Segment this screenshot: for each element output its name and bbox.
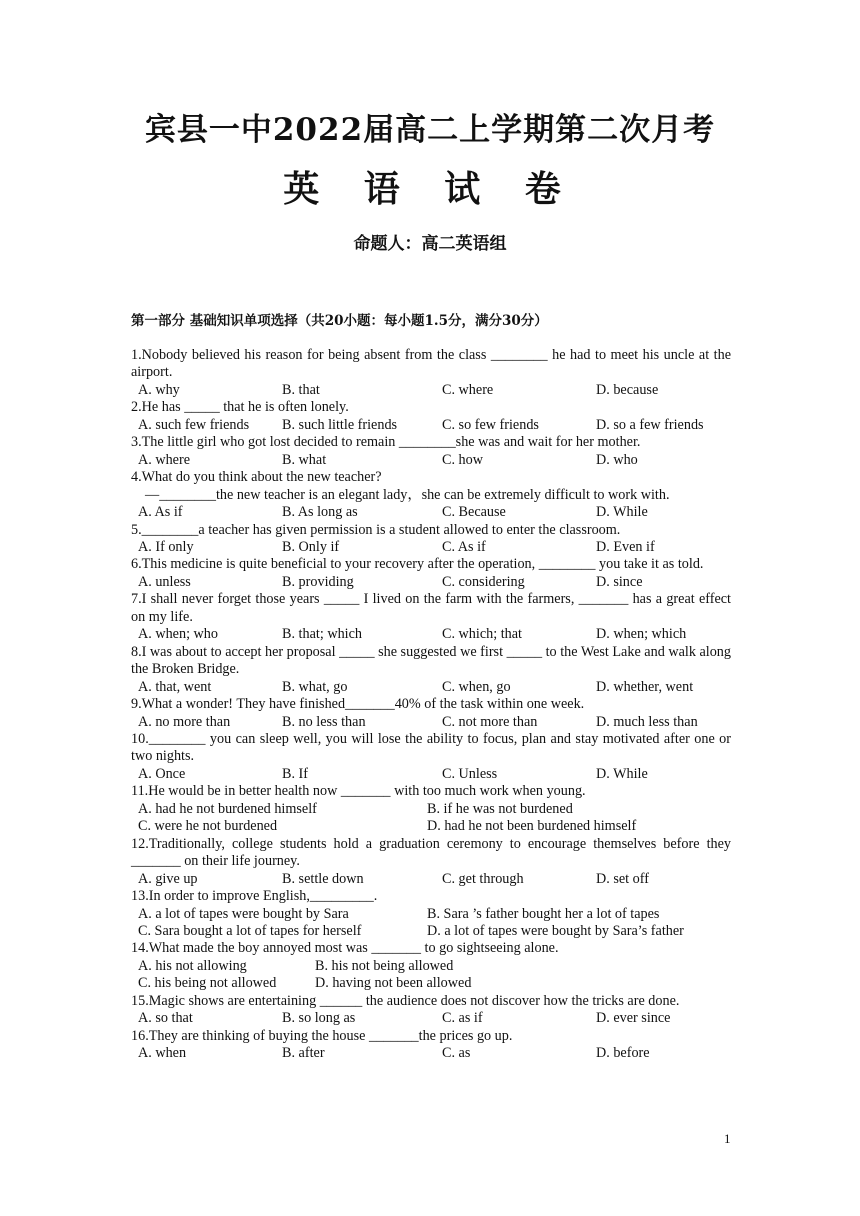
answer-option: B. no less than xyxy=(282,713,366,730)
answer-option: A. As if xyxy=(138,504,183,521)
answer-option: A. when; who xyxy=(138,626,218,643)
answer-option: C. Unless xyxy=(442,765,498,782)
answer-option: A. had he not burdened himself xyxy=(138,800,317,817)
answer-option: A. so that xyxy=(138,1010,193,1027)
answer-option: D. having not been allowed xyxy=(315,975,472,992)
exam-title: 宾县一中2022届高二上学期第二次月考 xyxy=(144,112,716,148)
exam-subtitle: 英 语 试 卷 xyxy=(283,168,577,210)
answer-option: D. much less than xyxy=(596,713,698,730)
question-stem: 15.Magic shows are entertaining ______ the audience does not discover how the tricks are done. xyxy=(131,992,680,1009)
answer-option: B. that xyxy=(282,381,320,398)
answer-options xyxy=(131,417,731,434)
question-stem: 10.________ you can sleep well, you will lose the ability to focus, plan and stay motivated after one or two nights. xyxy=(131,730,731,765)
answer-option: B. after xyxy=(282,1045,325,1062)
question-stem: 9.What a wonder! They have finished_______40% of the task within one week. xyxy=(131,696,585,713)
question-item xyxy=(131,347,731,399)
answer-option: D. had he not been burdened himself xyxy=(427,818,637,835)
answer-option: B. Sara ’s father bought her a lot of tapes xyxy=(427,905,660,922)
question-stem: 4.What do you think about the new teacher? xyxy=(131,469,382,486)
answer-option: C. how xyxy=(442,451,483,468)
answer-option: A. where xyxy=(138,451,190,468)
answer-option: C. were he not burdened xyxy=(138,818,278,835)
answer-option: A. If only xyxy=(138,538,194,555)
exam-author: 命题人：高二英语组 xyxy=(353,234,507,254)
answer-option: A. why xyxy=(138,381,180,398)
answer-option: D. a lot of tapes were bought by Sara’s father xyxy=(427,922,684,939)
answer-option: B. such little friends xyxy=(282,416,398,433)
answer-option: B. if he was not burdened xyxy=(427,800,573,817)
question-item xyxy=(131,1028,731,1063)
answer-option: B. settle down xyxy=(282,870,364,887)
answer-option: C. as xyxy=(442,1045,471,1062)
answer-option: C. as if xyxy=(442,1010,483,1027)
answer-option: D. because xyxy=(596,381,659,398)
answer-options xyxy=(131,574,731,591)
answer-option: D. who xyxy=(596,451,638,468)
answer-option: C. As if xyxy=(442,538,486,555)
question-item xyxy=(131,399,731,434)
answer-option: B. As long as xyxy=(282,504,358,521)
answer-option: D. before xyxy=(596,1045,650,1062)
answer-option: C. so few friends xyxy=(442,416,539,433)
question-item xyxy=(131,696,731,731)
question-item xyxy=(131,836,731,888)
answer-option: A. a lot of tapes were bought by Sara xyxy=(138,905,349,922)
question-item xyxy=(131,556,731,591)
question-stem: 1.Nobody believed his reason for being absent from the class ________ he had to meet his uncle at the airport. xyxy=(131,347,731,381)
question-stem: 12.Traditionally, college students hold a graduation ceremony to encourage themselves before they _______ on their life journey. xyxy=(131,835,731,870)
answer-option: A. when xyxy=(138,1045,187,1062)
answer-option: A. his not allowing xyxy=(138,957,247,974)
answer-option: A. no more than xyxy=(138,713,231,730)
answer-options xyxy=(131,801,731,836)
answer-option: B. what, go xyxy=(282,678,348,695)
question-stem: 8.I was about to accept her proposal _____ she suggested we first _____ to the West Lake and walk along the Broken Bridge. xyxy=(131,643,731,678)
answer-option: A. Once xyxy=(138,765,186,782)
answer-option: D. While xyxy=(596,504,648,521)
question-stem-reply: —________the new teacher is an elegant lady，she can be extremely difficult to work with. xyxy=(145,486,670,503)
answer-option: D. whether, went xyxy=(596,678,694,695)
answer-option: B. so long as xyxy=(282,1010,356,1027)
answer-option: B. providing xyxy=(282,573,354,590)
answer-options xyxy=(131,382,731,399)
question-stem: 7.I shall never forget those years _____ I lived on the farm with the farmers, _______ has a great effect on my life. xyxy=(131,591,731,625)
question-list xyxy=(131,347,731,1063)
answer-option: C. when, go xyxy=(442,678,511,695)
answer-option: A. such few friends xyxy=(138,416,250,433)
answer-option: A. that, went xyxy=(138,678,212,695)
answer-options xyxy=(131,906,731,941)
question-item xyxy=(131,434,731,469)
answer-option: C. where xyxy=(442,381,494,398)
answer-options xyxy=(131,452,731,469)
answer-options xyxy=(131,1045,731,1062)
answer-options xyxy=(131,871,731,888)
section-heading: 第一部分 基础知识单项选择（共20小题：每小题1.5分，满分30分） xyxy=(131,313,548,329)
answer-options xyxy=(131,714,731,731)
answer-option: B. Only if xyxy=(282,538,340,555)
answer-options xyxy=(131,626,731,643)
question-stem: 3.The little girl who got lost decided to remain ________she was and wait for her mother. xyxy=(131,434,641,451)
question-item xyxy=(131,591,731,643)
answer-option: D. Even if xyxy=(596,538,655,555)
answer-option: B. his not being allowed xyxy=(315,957,454,974)
question-stem: 11.He would be in better health now _______ with too much work when young. xyxy=(131,783,586,800)
question-item xyxy=(131,522,731,557)
page-number: 1 xyxy=(724,1131,731,1146)
answer-option: C. his being not allowed xyxy=(138,975,277,992)
answer-option: A. unless xyxy=(138,573,191,590)
question-item xyxy=(131,469,731,521)
answer-option: C. not more than xyxy=(442,713,538,730)
answer-options xyxy=(131,679,731,696)
question-stem: 6.This medicine is quite beneficial to your recovery after the operation, ________ you take it as told. xyxy=(131,556,704,573)
answer-option: B. If xyxy=(282,765,309,782)
answer-option: B. what xyxy=(282,451,327,468)
question-item xyxy=(131,888,731,940)
answer-options xyxy=(131,766,731,783)
answer-option: A. give up xyxy=(138,870,198,887)
answer-option: C. get through xyxy=(442,870,524,887)
answer-option: C. Sara bought a lot of tapes for herself xyxy=(138,922,362,939)
answer-option: C. Because xyxy=(442,504,506,521)
answer-option: D. ever since xyxy=(596,1010,671,1027)
question-stem: 2.He has _____ that he is often lonely. xyxy=(131,399,349,416)
answer-option: C. considering xyxy=(442,573,525,590)
question-stem: 14.What made the boy annoyed most was _______ to go sightseeing alone. xyxy=(131,940,559,957)
question-item xyxy=(131,731,731,783)
answer-option: D. since xyxy=(596,573,643,590)
question-stem: 13.In order to improve English,_________. xyxy=(131,888,378,905)
answer-option: D. so a few friends xyxy=(596,416,704,433)
question-stem: 5.________a teacher has given permission is a student allowed to enter the classroom. xyxy=(131,521,621,538)
answer-option: C. which; that xyxy=(442,626,522,643)
question-item xyxy=(131,940,731,992)
answer-options xyxy=(131,958,731,993)
answer-options xyxy=(131,539,731,556)
question-stem: 16.They are thinking of buying the house _______the prices go up. xyxy=(131,1027,513,1044)
answer-option: B. that; which xyxy=(282,626,362,643)
answer-option: D. when; which xyxy=(596,626,687,643)
question-item xyxy=(131,993,731,1028)
answer-options xyxy=(131,1010,731,1027)
question-item xyxy=(131,644,731,696)
answer-option: D. set off xyxy=(596,870,649,887)
answer-option: D. While xyxy=(596,765,648,782)
answer-options xyxy=(131,504,731,521)
question-item xyxy=(131,783,731,835)
